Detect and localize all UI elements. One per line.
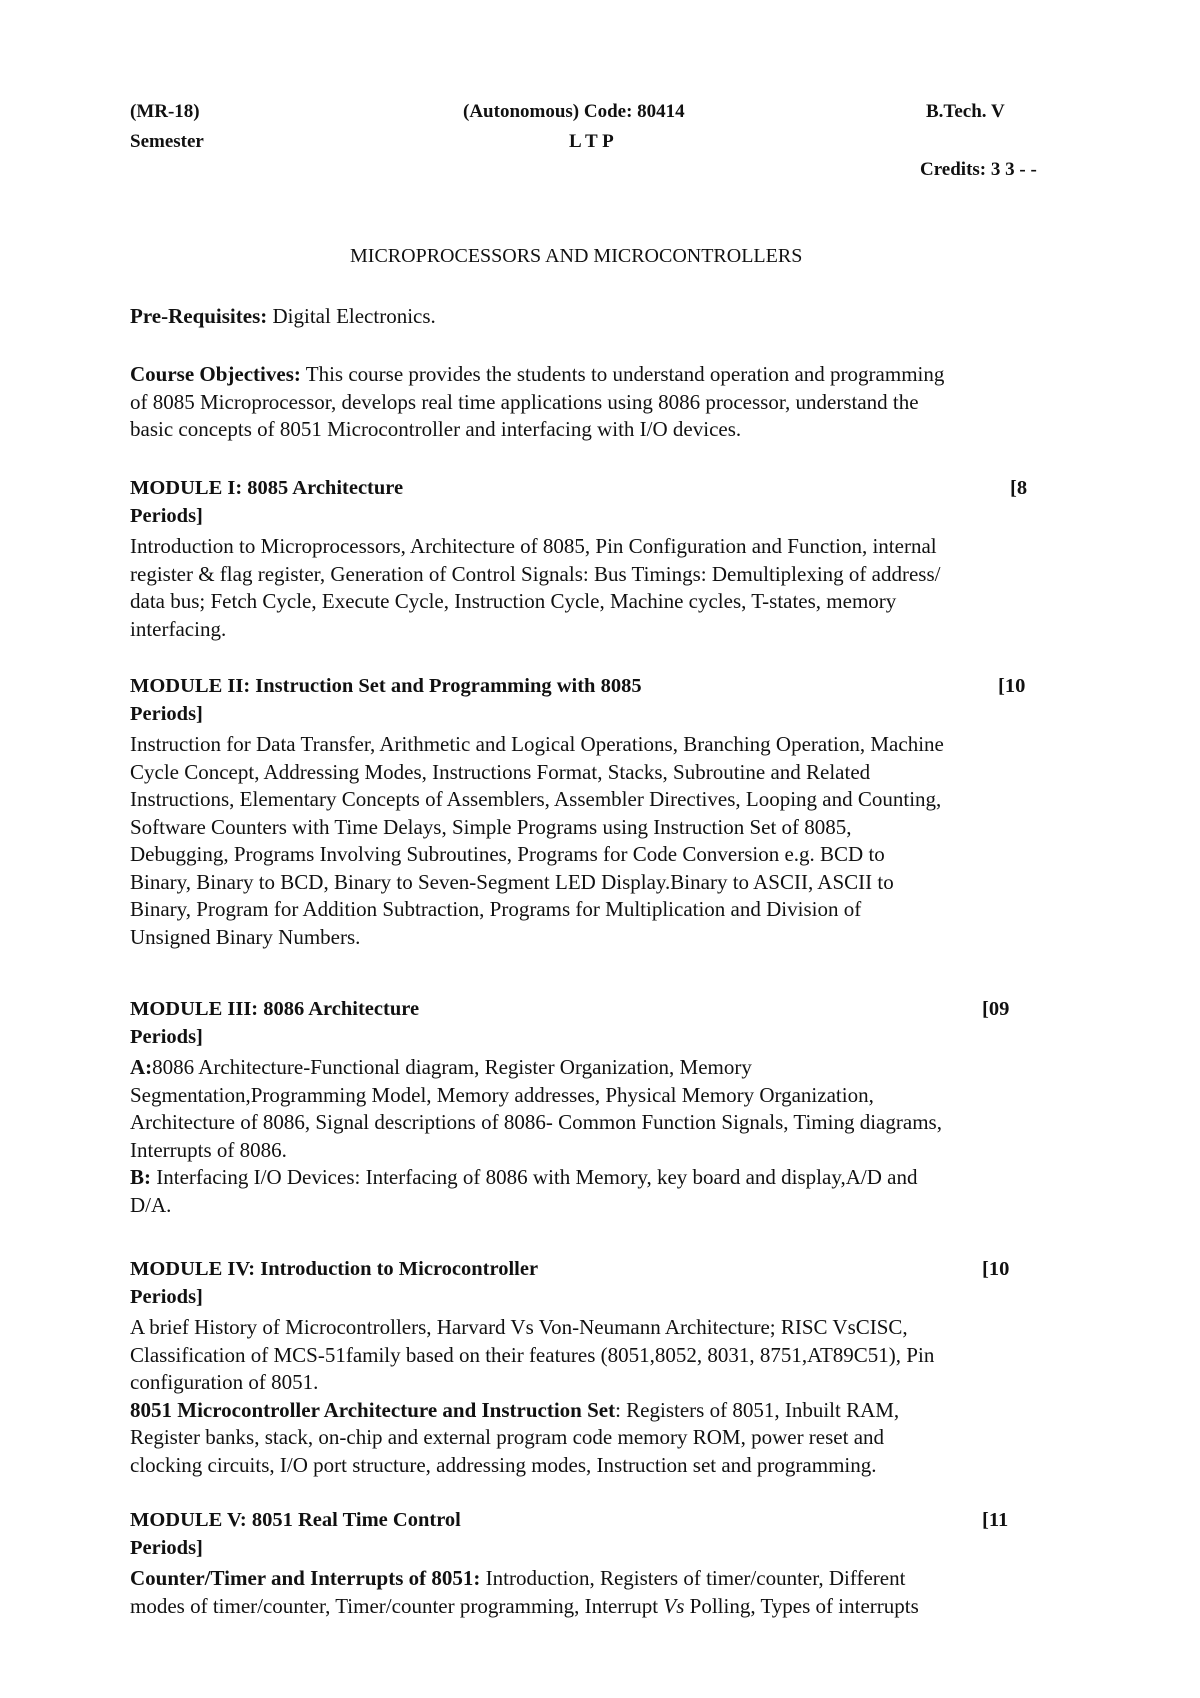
module-periods-open: [11	[982, 1509, 1009, 1531]
module-line: 8086 Architecture-Functional diagram, Register Organization, Memory	[152, 1055, 752, 1079]
subsection-label: 8051 Microcontroller Architecture and Instruction Set	[130, 1397, 616, 1422]
module-line: clocking circuits, I/O port structure, addressing modes, Instruction set and programming.	[130, 1452, 877, 1477]
module-1-body	[130, 533, 1080, 643]
module-periods-open: [09	[982, 998, 1010, 1020]
module-periods-close: Periods]	[130, 1537, 203, 1559]
course-title: MICROPROCESSORS AND MICROCONTROLLERS	[350, 245, 803, 267]
module-line: Binary, Program for Addition Subtraction, Programs for Multiplication and Division of	[130, 897, 862, 921]
module-periods-open: [8	[1010, 477, 1028, 499]
module-2-body	[130, 731, 1080, 951]
module-line: Interfacing I/O Devices: Interfacing of 8086 with Memory, key board and display,A/D and	[151, 1165, 918, 1189]
module-line: Register banks, stack, on-chip and external program code memory ROM, power reset and	[130, 1425, 885, 1449]
module-title: MODULE II: Instruction Set and Programming with 8085	[130, 675, 642, 697]
program-name: B.Tech. V	[926, 101, 1005, 122]
course-code: (Autonomous) Code: 80414	[463, 101, 685, 122]
module-2-heading	[130, 675, 1030, 725]
module-periods-open: [10	[998, 675, 1026, 697]
module-line: data bus; Fetch Cycle, Execute Cycle, Instruction Cycle, Machine cycles, T-states, memory	[130, 589, 897, 613]
module-periods-close: Periods]	[130, 505, 203, 527]
module-title: MODULE I: 8085 Architecture	[130, 477, 404, 499]
module-title: MODULE III: 8086 Architecture	[130, 998, 420, 1020]
module-line: Segmentation,Programming Model, Memory addresses, Physical Memory Organization,	[130, 1082, 874, 1107]
regulation-code: (MR-18)	[130, 101, 200, 122]
module-line: : Registers of 8051, Inbuilt RAM,	[615, 1397, 900, 1422]
module-line: Polling, Types of interrupts	[684, 1593, 919, 1618]
module-line-italic: Vs	[663, 1593, 685, 1618]
module-periods-close: Periods]	[130, 703, 203, 725]
module-line: Debugging, Programs Involving Subroutines, Programs for Code Conversion e.g. BCD to	[130, 842, 885, 866]
module-line: Software Counters with Time Delays, Simple Programs using Instruction Set of 8085,	[130, 814, 852, 839]
module-title: MODULE IV: Introduction to Microcontroller	[130, 1258, 539, 1280]
module-line: Introduction, Registers of timer/counter, Different	[480, 1566, 906, 1590]
module-3-heading	[130, 998, 1030, 1048]
module-periods-close: Periods]	[130, 1286, 203, 1308]
module-line: Cycle Concept, Addressing Modes, Instructions Format, Stacks, Subroutine and Related	[130, 759, 871, 784]
module-line: interfacing.	[130, 616, 227, 641]
module-line: A brief History of Microcontrollers, Harvard Vs Von-Neumann Architecture; RISC VsCISC,	[130, 1315, 908, 1339]
module-periods-open: [10	[982, 1258, 1010, 1280]
module-line: Interrupts of 8086.	[130, 1137, 287, 1162]
objectives-line: This course provides the students to understand operation and programming	[300, 362, 945, 386]
module-4-body	[130, 1314, 1080, 1479]
module-4-heading	[130, 1258, 1030, 1308]
module-line: Introduction to Microprocessors, Architecture of 8085, Pin Configuration and Function, internal	[130, 534, 937, 558]
prerequisites	[130, 303, 1080, 331]
prerequisites-label: Pre-Requisites:	[130, 304, 268, 328]
ltp-label: L T P	[569, 131, 614, 152]
module-line: modes of timer/counter, Timer/counter programming, Interrupt	[130, 1593, 664, 1618]
module-line: Architecture of 8086, Signal descriptions of 8086- Common Function Signals, Timing diagrams,	[130, 1110, 942, 1134]
module-title: MODULE V: 8051 Real Time Control	[130, 1509, 461, 1531]
part-a-label: A:	[130, 1055, 153, 1079]
objectives-line: basic concepts of 8051 Microcontroller and interfacing with I/O devices.	[130, 417, 742, 441]
module-line: Classification of MCS-51family based on their features (8051,8052, 8031, 8751,AT89C51), Pin	[130, 1342, 935, 1367]
module-line: Instruction for Data Transfer, Arithmetic and Logical Operations, Branching Operation, Machine	[130, 732, 944, 756]
module-line: Unsigned Binary Numbers.	[130, 924, 361, 949]
course-objectives	[130, 361, 1080, 444]
module-line: Binary, Binary to BCD, Binary to Seven-Segment LED Display.Binary to ASCII, ASCII to	[130, 869, 894, 894]
module-5-body	[130, 1565, 1080, 1620]
semester-label: Semester	[130, 131, 204, 152]
subsection-label: Counter/Timer and Interrupts of 8051:	[130, 1566, 481, 1590]
prerequisites-text: Digital Electronics.	[267, 304, 436, 328]
module-line: Instructions, Elementary Concepts of Assemblers, Assembler Directives, Looping and Counting,	[130, 787, 942, 811]
objectives-line: of 8085 Microprocessor, develops real time applications using 8086 processor, understand the	[130, 389, 919, 414]
part-b-label: B:	[130, 1165, 151, 1189]
module-3-body	[130, 1054, 1080, 1219]
module-1-heading	[130, 477, 1030, 527]
module-line: D/A.	[130, 1192, 172, 1217]
module-line: configuration of 8051.	[130, 1370, 319, 1394]
objectives-label: Course Objectives:	[130, 362, 301, 386]
module-periods-close: Periods]	[130, 1026, 203, 1048]
module-line: register & flag register, Generation of Control Signals: Bus Timings: Demultiplexing of address/	[130, 561, 941, 586]
credits-label: Credits: 3 3 - -	[920, 159, 1037, 180]
module-5-heading	[130, 1509, 1030, 1559]
